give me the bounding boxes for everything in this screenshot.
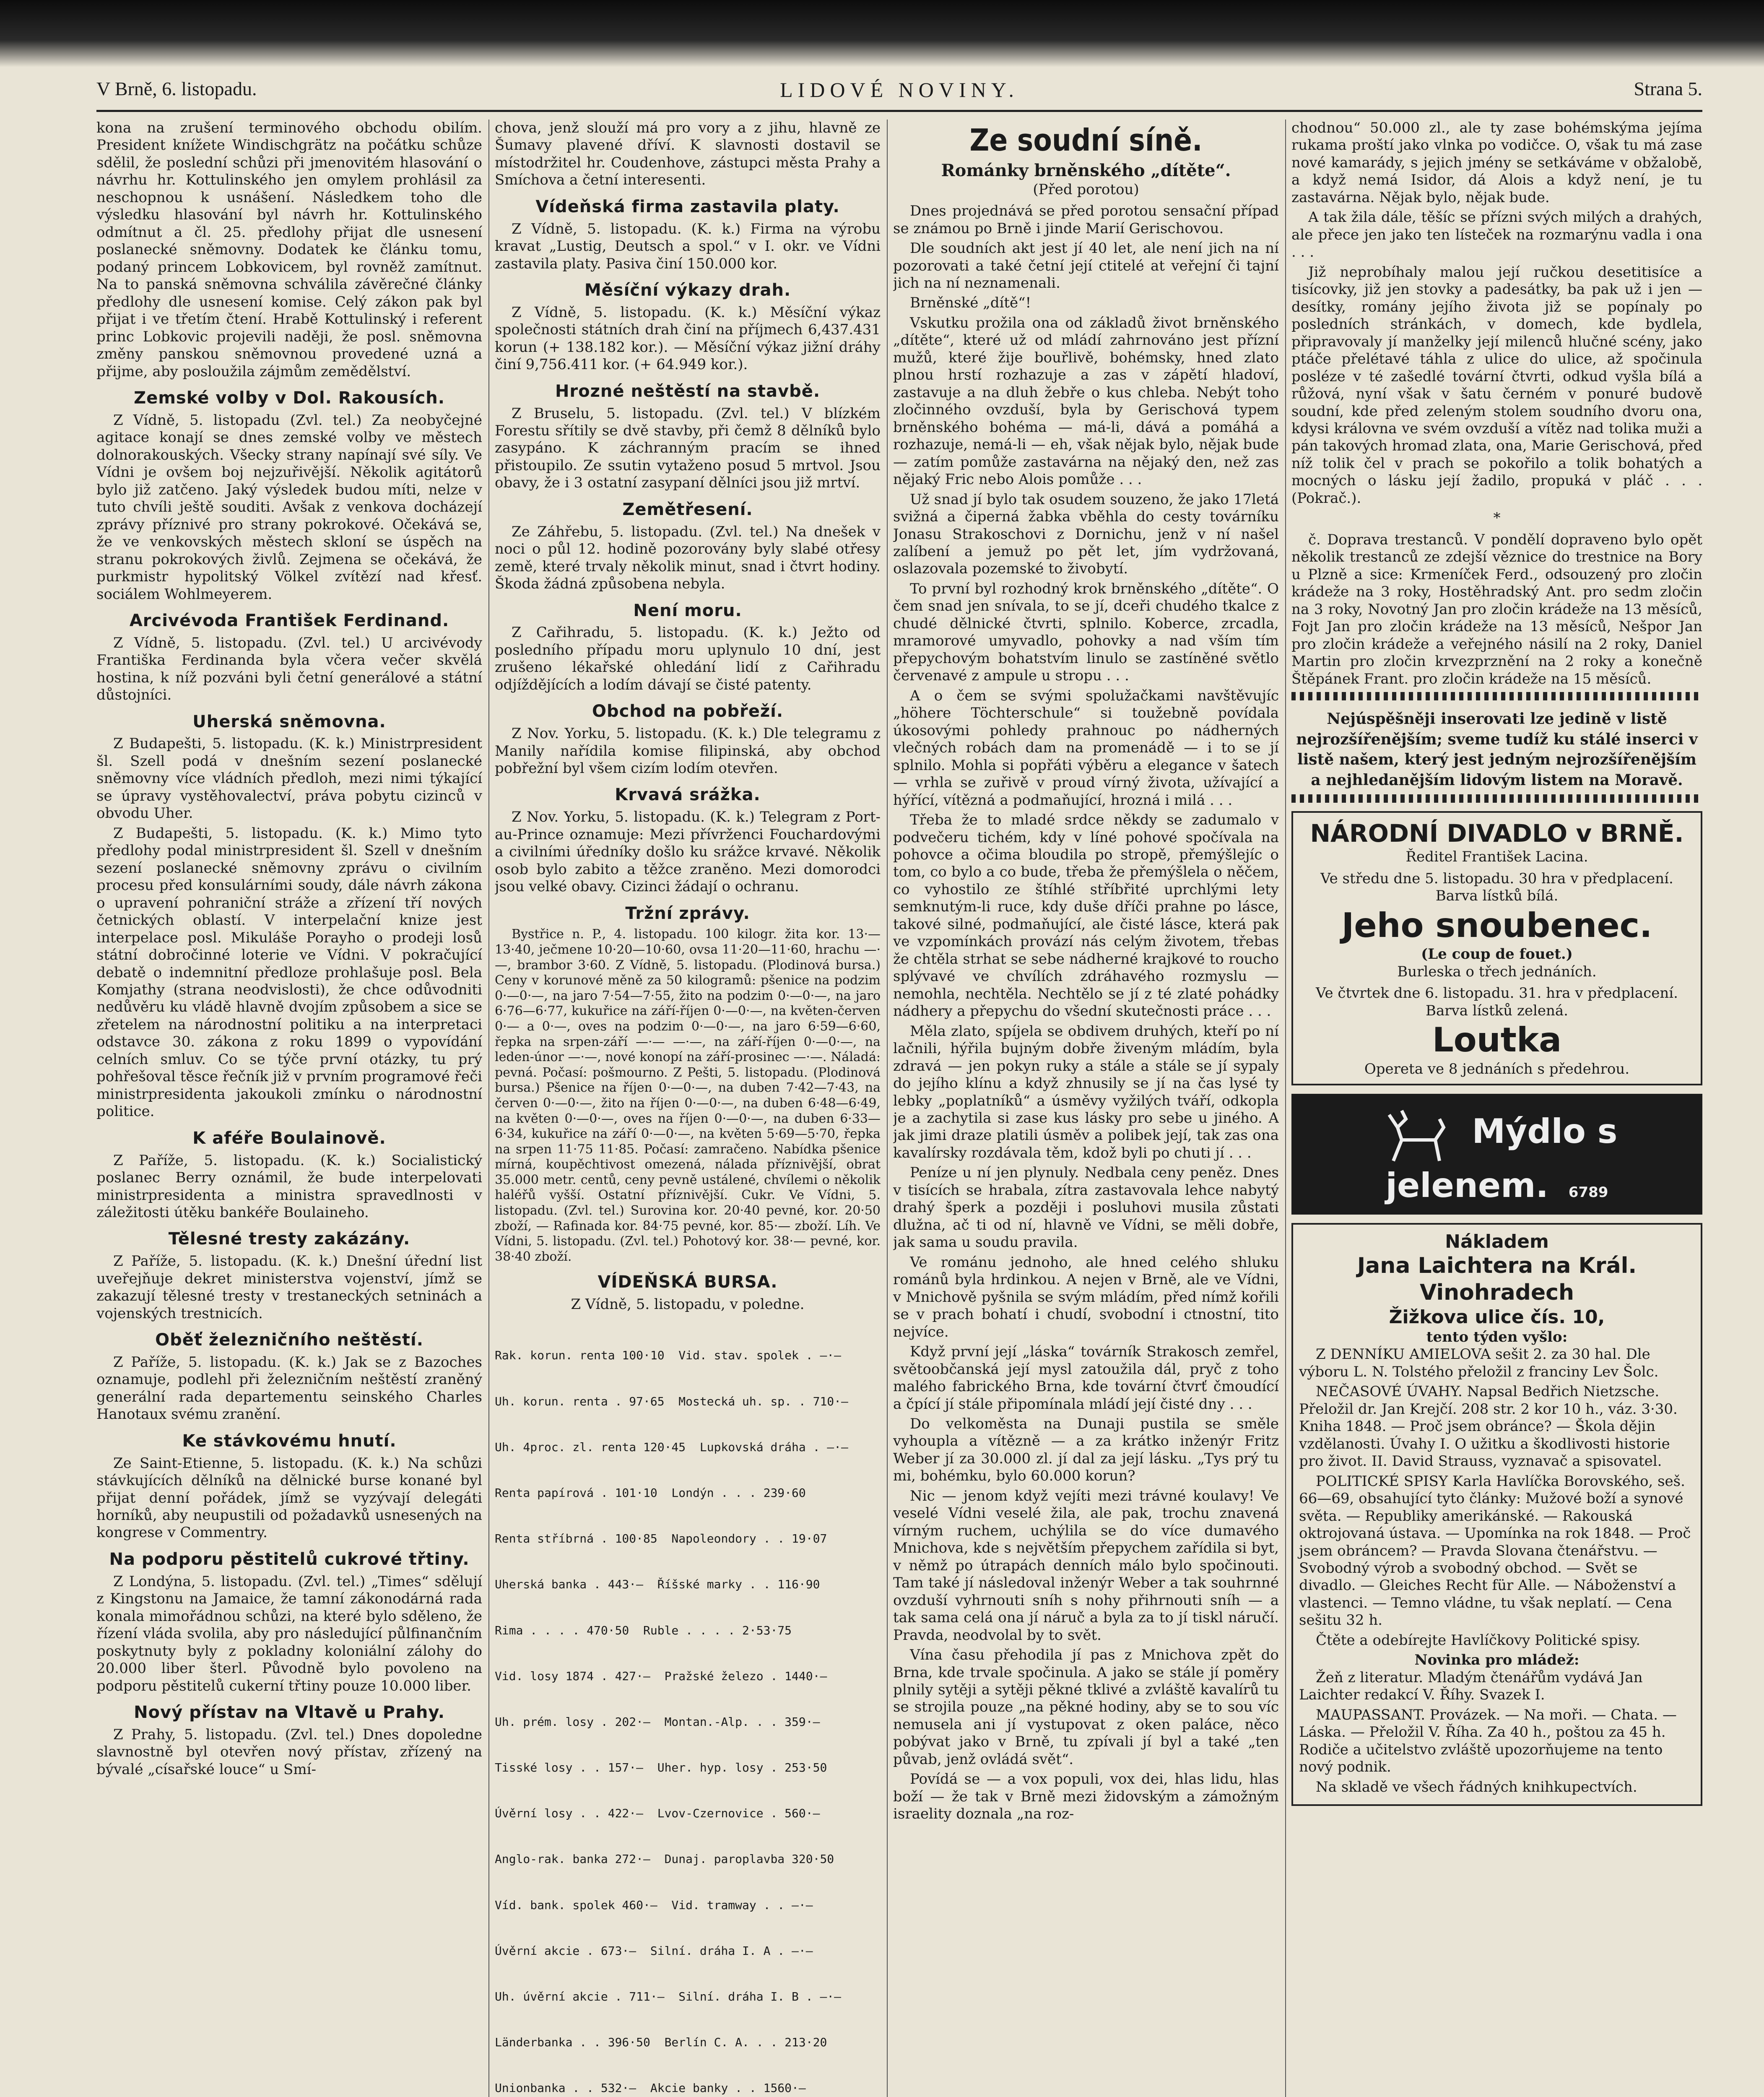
article-heading: K aféře Boulainově. (192, 1128, 386, 1148)
theatre-title: NÁRODNÍ DIVADLO v BRNĚ. (1310, 819, 1684, 848)
article-heading: Měsíční výkazy drah. (584, 281, 791, 300)
article-heading: Arcivévoda František Ferdinand. (129, 611, 449, 630)
bursa-row: Rima . . . . 470·50 Ruble . . . . 2·53·75 (495, 1623, 792, 1637)
article-heading: Obchod na pobřeží. (592, 702, 784, 721)
publisher-item: Na skladě ve všech řádných knihkupectvích. (1316, 1778, 1637, 1795)
deer-icon (1377, 1102, 1460, 1165)
ornament-border (1291, 692, 1702, 700)
theatre-director: Ředitel František Lacina. (1405, 848, 1588, 866)
article-heading: Uherská sněmovna. (192, 712, 386, 731)
article-heading: Ke stávkovému hnutí. (182, 1431, 397, 1451)
column-divider-2 (887, 120, 888, 2097)
article-text: chova, jenž slouží má pro vory a z jihu, hlavně ze Šumavy plavené dříví. K slavnosti dostavil se místodržitel hr. Coudenhove, zástupci města Prahy a Smíchova a četní interesenti. (495, 120, 881, 189)
bursa-row: Uh. úvěrní akcie . 711·— Silní. dráha I. B . —·— (495, 1989, 842, 2003)
page-header (96, 78, 1702, 107)
publisher-subheading: tento týden vyšlo: (1426, 1328, 1568, 1345)
article-text: Když první její „láska“ továrník Strakosch zemřel, světoobčanská její mysl zatoužila dál, pryč z toho malého fabrického Brna, kde tovární čtvrť čmoudící a čpící jí stále připomínala mládí její čisté dny . . . (893, 1343, 1279, 1413)
bursa-row: Víd. bank. spolek 460·— Vid. tramway . . —·— (495, 1898, 813, 1912)
market-heading: Tržní zprávy. (625, 903, 750, 923)
bursa-row: Úvěrní akcie . 673·— Silní. dráha I. A . —·— (495, 1943, 813, 1958)
publisher-item: Z DENNÍKU AMIELOVA sešit 2. za 30 hal. Dle výboru L. N. Tolstého přeložil z franciny Lev Šolc. (1299, 1346, 1659, 1380)
article-text: Z Vídně, 5. listopadu (Zvl. tel.) Za neobyčejné agitace konají se dnes zemské volby ve městech dolnorakouských. Všecky strany napínají své síly. Ve Vídni je ovšem boj nejzuřivější. Několik agitátorů bylo již zatčeno. Jaký výsledek budou míti, nelze v tuto chvíli ještě souditi. Avšak z venkova docházejí zprávy příznivé pro strany pokrokové. Očekává se, že ve venkovských městech skloní se úspěch na stranu pokrokových živlů. Zejmena se očekává, že purkmistr hypolitský Völkel zvítězí nad křesť. sociálem Wohlmeyerem. (96, 411, 482, 603)
article-text: Vína času přehodila jí pas z Mnichova zpět do Brna, kde trvale spočinula. A jako se stále jí poměry plnily sytěji a sytěji pěkné tklivé a zvláště kavalírů tu se strojila pouze „na pěkné hodiny, aby se to sou víc nemusela ani jí vystupovat z oken paláce, něco pobývat jako v Brně, tu zpívali jí byl a také „ten půvab, jenž ovládá svět“. (893, 1647, 1279, 1768)
article-text: Ve románu jednoho, ale hned celého shluku románů byla hrdinkou. A nejen v Brně, ale ve Vídni, v Mnichově pyšnila se svým mládím, před nímž kořili se v prach bohatí i chudí, svobodní i ctnostní, tito nejvíce. (893, 1254, 1279, 1340)
article-heading: Zemské volby v Dol. Rakousích. (134, 388, 445, 408)
column-2 (495, 120, 881, 2097)
bursa-table (495, 1318, 881, 2097)
bursa-row: Rak. korun. renta 100·10 Vid. stav. spolek . —·— (495, 1348, 842, 1363)
article-text: Třeba že to mladé srdce někdy se zadumalo v podvečeru tichém, kdy v líné pohové spočívala na pohovce a očima bloudila po stropě, přemýšlejíc o tom, co bylo a co bude, třeba že přemýšlela o něčem, co vyhostilo ze štíhlé stříbřité uprchlými lety semknutým-li ruce, kdy duše dříči prahne po lásce, takové silné, podmaňující, ale čisté lásce, která pak ve vzpomínkách provází nás celým životem, třebas že chtěla strhat se sebe nádherné krajkové to roucho splývavé ve chvílích zdráhavého rozmyslu — nemohla, nechtěla. Nechtělo se jí z té zlaté pohádky nádhery a přepychu do všední skutečnosti práce . . . (893, 812, 1279, 1020)
article-text: Z Vídně, 5. listopadu. (K. k.) Firma na výrobu kravat „Lustig, Deutsch a spol.“ v I. okr. ve Vídni zastavila platy. Pasiva činí 150.000 kor. (495, 220, 881, 272)
publisher-item: POLITICKÉ SPISY Karla Havlíčka Borovského, seš. 66—69, obsahující tyto články: Mužové boží a synové světa. — Republiky amerikánské. — Rakouská oktrojovaná ústava. — Upomínka na rok 1848. — Proč jsem obráncem? — Pravda Slovana čtenářstvu. — Svobodný výrob a svobodný obchod. — Svět se divadlo. — Gleiches Recht für Alle. — Náboženství a vlastenci. — Temno vládne, tu však neplatí. — Cena sešitu 32 h. (1299, 1473, 1691, 1629)
article-text: č. Doprava trestanců. V pondělí dopraveno bylo opět několik trestanců ze zdejší věznice do trestnice na Bory u Plzně a sice: Krmeníček Ferd., odsouzený pro zločin krádeže na 3 roky, Hostěhradský Ant. pro sedm zločin na 3 roky, Novotný Jan pro zločin krádeže na 13 měsíců, Fojt Jan pro zločin krádeže na 13 měsíců, Nešpor Jan pro zločin krádeže a veřejného násilí na 2 roky, Daniel Martin pro zločin krvezprznění na 2 roky a konečně Štěpánek Frant. pro zločin krádeže na 15 měsíců. (1291, 531, 1702, 687)
article-text: Z Nov. Yorku, 5. listopadu. (K. k.) Telegram z Port-au-Prince oznamuje: Mezi přívrženci Fouchardovými a civilními úředníky došlo ku srážce krvavé. Několik osob bylo zabito a těžce zraněno. Mezi domorodci jsou velké obavy. Cizinci žádají o ochranu. (495, 809, 881, 895)
article-text: chodnou“ 50.000 zl., ale ty zase bohémskýma jejíma rukama proští jako vlnka po vodičce. O, však tu má zase nové kamarády, s jejich jmény se setkáváme v obžalobě, a když nemá Isidor, dá Alois a když není, je tu zastavárna. Nějak bylo, nějak bude. (1291, 120, 1702, 206)
article-heading: Tělesné tresty zakázány. (168, 1229, 410, 1249)
column-3 (893, 120, 1279, 2097)
article-text: Vskutku prožila ona od základů život brněnského „dítěte“, které už od mládí zahrnováno jest přízní mužů, které žije bouřlivě, bohémsky, hned zlato plnou hrstí rozhazuje a zas v zápětí hladoví, zastavuje a na dluh žebře o kus chleba. Nebýt toho zločinného ovzduší, byla by Gerischová typem brněnského bohéma — má-li, dává a pomáhá a rozhazuje, nemá-li — eh, však nějak bylo, nějak bude — zatím pomůže zastavárna na nějaký den, než zas nějaký Fric nebo Alois pomůže . . . (893, 314, 1279, 488)
column-4 (1291, 120, 1702, 2097)
article-heading: Není moru. (633, 601, 742, 620)
bursa-row: Vid. losy 1874 . 427·— Pražské železo . 1440·— (495, 1669, 827, 1683)
bursa-row: Tisské losy . . 157·— Uher. hyp. losy . 253·50 (495, 1761, 827, 1775)
article-note: (Před porotou) (1033, 181, 1139, 198)
article-text: Brněnské „dítě“! (910, 294, 1031, 312)
article-text: Do velkoměsta na Dunaji pustila se směle vyhoupla a vítězně — a za krátko inženýr Fritz Weber jí za 30.000 zl. jí dal za její lásku. „Tys prý tu mi, bohémku, bylo 60.000 korun? (893, 1415, 1279, 1485)
bursa-heading: VÍDEŇSKÁ BURSA. (598, 1272, 778, 1292)
publisher-address: Žižkova ulice čís. 10, (1389, 1306, 1605, 1328)
publisher-item: Žeň z literatur. Mladým čtenářům vydává Jan Laichter redakcí V. Říhy. Svazek I. (1299, 1669, 1643, 1704)
header-date: V Brně, 6. listopadu. (96, 78, 257, 99)
article-text: Dle soudních akt jest jí 40 let, ale není jich na ní pozorovati a také četní její ctitelé at veřejní či tajní jich na ní neznamenali. (893, 240, 1279, 291)
article-text: A tak žila dále, těšíc se přízni svých milých a drahých, ale přece jen jako ten lísteček na rozmarýnu vadla i ona . . . (1291, 209, 1702, 261)
theatre-date: Ve středu dne 5. listopadu. 30 hra v předplacení. Barva lístků bílá. (1320, 870, 1673, 905)
bursa-row: Anglo-rak. banka 272·— Dunaj. paroplavba 320·50 (495, 1852, 834, 1866)
article-text: Ze Saint-Etienne, 5. listopadu. (K. k.) Na schůzi stávkujících dělníků na dělnické burse konané byl přijat denní pořádek, jímž se vyzývají delegáti horníků, aby neupustili od požadavků usnesených na kongrese v Commentry. (96, 1454, 482, 1541)
play-description: Opereta ve 8 jednáních s předehrou. (1364, 1060, 1630, 1077)
article-text: Ze Záhřebu, 5. listopadu. (Zvl. tel.) Na dnešek v noci o půl 12. hodině pozorovány byly slabé otřesy země, které trvaly několik minut, snad i čtvrt hodiny. Škoda žádná způsobena nebyla. (495, 523, 881, 593)
article-heading: Na podporu pěstitelů cukrové třtiny. (109, 1549, 470, 1569)
bursa-row: Länderbanka . . 396·50 Berlín C. A. . . 213·20 (495, 2035, 827, 2050)
article-text: Z Vídně, 5. listopadu. (Zvl. tel.) U arcivévody Františka Ferdinanda byla včera večer skvělá hostina, k níž pozváni byli četní generálové a státní důstojníci. (96, 634, 482, 704)
section-heading: Ze soudní síně. (969, 122, 1203, 158)
masthead-title: LIDOVÉ NOVINY. (780, 78, 1019, 101)
play-title: Loutka (1432, 1020, 1562, 1059)
publisher-item: Čtěte a odebírejte Havlíčkovy Politické spisy. (1316, 1631, 1641, 1649)
article-text: Už snad jí bylo tak osudem souzeno, že jako 17letá svižná a čiperná žabka vběhla do cesty továrníku Jonasu Strakoschovi z Dornichu, jenž v ní našel zalíbení a jemuž po pět let, jím vydržovaná, oslazovala pozemské to živobytí. (893, 491, 1279, 578)
column-1 (96, 120, 482, 2097)
bursa-row: Renta papírová . 101·10 Londýn . . . 239·60 (495, 1486, 806, 1500)
article-text: Z Prahy, 5. listopadu. (Zvl. tel.) Dnes dopoledne slavnostně byl otevřen nový přístav, zřízený na bývalé „císařské louce“ u Smí- (96, 1726, 482, 1778)
market-report: Bystřice n. P., 4. listopadu. 100 kilogr. žita kor. 13·—13·40, ječmene 10·20—10·60, ovsa 11·20—11·60, hrachu —·—, brambor 3·60. Z Vídně, 5. listopadu. (Plodinová bursa.) Ceny v korunové měně za 50 kilogramů: pšenice na podzim 0·—0·—, na jaro 7·54—7·55, žito na podzim 0·—0·—, na jaro 6·76—6·77, kukuřice na září-říjen 0·—0·—, na květen-červen 0·— a 0·—, oves na podzim 0·—0·—, na jaro 6·59—6·60, řepka na srpen-září —·— —·—, na září-říjen 0·—0·—, na leden-únor —·—, nové konopí na září-prosinec —·—. Náladá: pevná. Počasí: pošmourno. Z Pešti, 5. listopadu. (Plodinová bursa.) Pšenice na říjen 0·—0·—, na duben 7·42—7·43, na červen 0·—0·—, žito na říjen 0·—0·—, na duben 6·48—6·49, na květen 0·—0·—, oves na říjen 0·—0·—, na duben 6·33—6·34, kukuřice na září 0·—0·—, na květen 5·69—5·70, řepka na srpen 11·75 11·85. Počasí: zamračeno. Nabídka pšenice mírná, koupěchtivost omezená, nálada příznivější, obrat 35.000 metr. centů, ceny pevně ustálené, chvílemi o několik haléřů vyšší. Ostatní příznivější. Cukr. Ve Vídni, 5. listopadu. (Zvl. tel.) Surovina kor. 20·40 pevné, kor. 20·50 zboží, — Rafinada kor. 84·75 pevné, kor. 85·— zboží. Líh. Ve Vídni, 5. listopadu. (Zvl. tel.) Pohotový kor. 38·— pevné, kor. 38·40 zboží. (495, 927, 881, 1264)
article-text: Z Cařihradu, 5. listopadu. (K. k.) Ježto od posledního případu moru uplynulo 10 dní, jest zrušeno lékařské ohledání lidí z Cařihradu odjíždějících a lodím dávají se čisté patenty. (495, 624, 881, 693)
bursa-row: Uherská banka . 443·— Říšské marky . . 116·90 (495, 1577, 820, 1592)
article-text: Z Vídně, 5. listopadu. (K. k.) Měsíční výkaz společnosti státních drah činí na příjmech 6,437.431 korun (+ 138.182 kor.). — Měsíční výkaz jižní dráhy činí 9,756.411 kor. (+ 64.949 kor.). (495, 304, 881, 373)
play-subtitle: (Le coup de fouet.) (1421, 946, 1573, 963)
article-text: Z Budapešti, 5. listopadu. (K. k.) Ministrpresident šl. Szell podá v dnešním sezení poslanecké sněmovny více vládních předloh, mezi nimi týkající se úpravy vystěhovalectví, práva pobytu cizinců v obvodu Uher. (96, 735, 482, 822)
article-text: Dnes projednává se před porotou sensační případ se známou po Brně i jinde Marií Gerischovou. (893, 203, 1279, 237)
publisher-title: Nákladem (1445, 1231, 1549, 1252)
article-text: Peníze u ní jen plynuly. Nedbala ceny peněz. Dnes v tisících se hrabala, zítra zastavovala lehce nabytý drahý šperk a později i posluhovi musila zůstati dlužna, ač ti od ní, hlavně ve Vídni, se měli dobře, jak sama u soudu pravila. (893, 1164, 1279, 1251)
page-number: Strana 5. (1634, 78, 1702, 99)
publisher-item: MAUPASSANT. Provázek. — Na moři. — Chata. — Láska. — Přeložil V. Říha. Za 40 h., poštou za 45 h. Rodiče a učitelstvo zvláště upozorňujeme na tento nový podnik. (1299, 1706, 1677, 1776)
article-text: Měla zlato, spíjela se obdivem druhých, kteří po ní lačnili, hýřila bujným dobře živeným mládím, byla zdravá — jen pokyn ruky a stále a stále se jí sypaly do jejího klínu a když zhnusily se jí na čas lysé ty lebky „poplatníků“ a úsměvy vyžilých tváří, odkopla je a zachytila si zase kus lásky pro sebe u jiného. A jak jimi draze platili úsměv a polibek její, tak zas ona kavalírsky rozdávala těm, kdož byli po chuti jí . . . (893, 1022, 1279, 1161)
article-text: Povídá se — a vox populi, vox dei, hlas lidu, hlas boží — že tak v Brně mezi židovským a zámožným israelity doznala „na roz- (893, 1771, 1279, 1823)
article-text: Z Budapešti, 5. listopadu. (K. k.) Mimo tyto předlohy podal ministrpresident šl. Szell v dnešním sezení poslanecké sněmovny zprávu o civilním procesu před konsulárními soudy, dále návrh zákona o upravení pohraniční stráže a zřízení tří nových četnických oblastí. V interpelační knize jest interpelace posl. Mikuláše Porayho o prodeji losů státní dobročinné loterie ve Vídni. V pokračující debatě o indemnitní předloze prohlašuje posl. Bela Komjathy (strana neodvislosti), že chce odůvodniti nedůvěru ku vládě hlavně dvojím způsobem a sice se zřetelem na národnostní politiku a na interpretaci odstavce 30. zákona z roku 1899 o vypovídání celních smluv. Co se týče první otázky, tu prý pohřešoval těsce řečník již v prvním programové řeči ministrpresidenta jakoukoli zmínku o národnostní politice. (96, 825, 482, 1120)
article-heading: Hrozné neštěstí na stavbě. (555, 381, 821, 401)
play-title: Jeho snoubenec. (1341, 905, 1652, 945)
header-rule (96, 110, 1702, 112)
bursa-row: Uh. prém. losy . 202·— Montan.-Alp. . . 359·— (495, 1715, 820, 1729)
ad-number: 6789 (1568, 1184, 1608, 1201)
article-heading: Vídeňská firma zastavila platy. (535, 197, 840, 216)
article-heading: Nový přístav na Vltavě u Prahy. (134, 1703, 445, 1722)
column-divider-3 (1285, 120, 1286, 2097)
column-divider-1 (488, 120, 489, 2097)
scan-top-edge (0, 0, 1764, 67)
section-star: * (1493, 510, 1501, 527)
publisher-name: Jana Laichtera na Král. Vinohradech (1357, 1253, 1637, 1305)
article-heading: Krvavá srážka. (615, 785, 761, 805)
bursa-row: Uh. korun. renta . 97·65 Mostecká uh. sp. . 710·— (495, 1394, 848, 1408)
bursa-row: Uh. 4proc. zl. renta 120·45 Lupkovská dráha . —·— (495, 1440, 848, 1454)
article-text: Z Paříže, 5. listopadu. (K. k.) Jak se z Bazoches oznamuje, podlehl při železničním neštěstí zraněný generální rada departementu seinského Charles Hanotaux svému zranění. (96, 1353, 482, 1423)
theatre-ad (1291, 811, 1702, 1085)
article-text: Z Nov. Yorku, 5. listopadu. (K. k.) Dle telegramu z Manily nařídila komise filipinská, aby obchod pobřežní byl všem cizím lodím otevřen. (495, 725, 881, 777)
play-description: Burleska o třech jednáních. (1397, 963, 1597, 980)
soap-ad-text: Mýdlo s jelenem. (1385, 1112, 1618, 1205)
article-text: To první byl rozhodný krok brněnského „dítěte“. O čem snad jen snívala, to se jí, dceři chudého tkalce z chudé dělnické čtvrti, splnilo. Koberce, zrcadla, mramorové umyvadlo, pohovky a nad vším tím přepychovým bohatstvím linulo se zastíněné světlo červenavé z ampule u stropu . . . (893, 580, 1279, 684)
article-heading: Románky brněnského „dítěte“. (941, 160, 1231, 180)
article-text: kona na zrušení terminového obchodu obilím. President knížete Windischgrätz na počátku schůze sdělil, že poslední schůzi při jmenovitém hlasování o návrhu hr. Kottulinského jen omylem prohlásil za neschopnou k usnášení. Následkem toho dle výsledku hlasování byl návrh hr. Kottulinského odmítnut a čl. 25. předlohy přijat dle usnesení poslanecké sněmovny. Dodatek ke článku tomu, podaný princem Lobkovicem, byl rovněž zamítnut. Na to panská sněmovna schválila závěrečné články předlohy dle usnesení komise. Celý zákon pak byl přijat i ve třetím čtení. Hrabě Kottulinský i referent princ Lobkovic projevili naději, že posl. sněmovna změny panskou sněmovnou provedené uzná a přijme, aby posloužila zájmům zemědělství. (96, 120, 482, 380)
publisher-ad (1291, 1223, 1702, 1806)
bursa-row: Unionbanka . . 532·— Akcie banky . . 1560·— (495, 2081, 806, 2095)
article-text: A o čem se svými spolužačkami navštěvujíc „höhere Töchterschule“ si toužebně povídala úkosovými pohledy prahnouc po nádherných vlečných robách dam na promenádě — i to se jí splnilo. Mohla si popřáti výběru a elegance v šatech — vrhla se zuřivě v proud vírný života, užívající a hýřící, vítězná a podmaňující, hrozná i milá . . . (893, 687, 1279, 809)
advertising-notice: Nejúspěšněji inserovati lze jedině v listě nejrozšířenějším; sveme tudíž ku stálé inserci v listě našem, který jest jedným nejrozšířenějším a nejhledanějším lidovým listem na Moravě. (1296, 710, 1698, 789)
article-text: Z Paříže, 5. listopadu. (K. k.) Dnešní úřední list uveřejňuje dekret ministerstva vojenství, jímž se zakazují tělesné tresty v trestaneckých setninách a vojenských trestnicích. (96, 1253, 482, 1322)
soap-ad (1291, 1094, 1702, 1215)
bursa-row: Renta stříbrná . 100·85 Napoleondory . . 19·07 (495, 1532, 827, 1546)
article-heading: Zemětřesení. (622, 500, 753, 519)
article-text: Z Bruselu, 5. listopadu. (Zvl. tel.) V blízkém Forestu sřítily se dvě stavby, při čemž 8 dělníků bylo zasypáno. K záchranným pracím se ihned přistoupilo. Ze ssutin vytaženo posud 5 mrtvol. Jsou obavy, že i 3 ostatní zasypaní dělníci jsou již mrtví. (495, 405, 881, 492)
publisher-item: NEČASOVÉ ÚVAHY. Napsal Bedřich Nietzsche. Přeložil dr. Jan Krejčí. 208 str. 2 kor 10 h., váz. 3·30. Kniha 1848. — Proč jsem obránce? — Škola dějin vzdělanosti. Úvahy I. O užitku a škodlivosti historie pro život. II. David Strauss, vyznavač a spisovatel. (1299, 1383, 1678, 1470)
ornament-border (1291, 794, 1702, 803)
article-text: Nic — jenom když vejíti mezi trávné koulavy! Ve veselé Vídni veselé žila, ale pak, trochu znavená vírným ruchem, uchýlila se do více dumavého Mnichova, kde s největším přepychem zařídila si byt, v němž po útrapách denních málo bylo spočinouti. Tam také jí následoval inženýr Weber a tak souhrnné ovzduší vyhrnouti sníh s nohy přihrnouti sníh — a tak sama celá ona jí náruč a byla za to jí tiskl náručí. Pravda, neodvolal by to svět. (893, 1487, 1279, 1644)
article-text: Z Londýna, 5. listopadu. (Zvl. tel.) „Times“ sdělují z Kingstonu na Jamaice, že tamní zákonodárná rada konala mimořádnou schůzi, na které bylo sděleno, že řízení vláda svolila, aby pro následující půlfinančním poskytnuty byly z pokladny koloniální zálohy do 20.000 liber šterl. Původně bylo povoleno na podporu pěstitelů cukerní třtiny pouze 10.000 liber. (96, 1573, 482, 1694)
bursa-row: Úvěrní losy . . 422·— Lvov-Czernovice . 560·— (495, 1806, 820, 1821)
bursa-subheading: Z Vídně, 5. listopadu, v poledne. (571, 1296, 805, 1313)
article-text: Z Paříže, 5. listopadu. (K. k.) Socialistický poslanec Berry oznámil, že bude interpelovati ministrpresidenta a ministra spravedlnosti v záležitosti útěku bankéře Boulaineho. (96, 1152, 482, 1221)
article-heading: Oběť železničního neštěstí. (155, 1330, 423, 1350)
theatre-date: Ve čtvrtek dne 6. listopadu. 31. hra v předplacení. Barva lístků zelená. (1316, 985, 1678, 1019)
article-text: Již neprobíhaly malou její ručkou desetitisíce a tisícovky, již jen stovky a padesátky, ba pak už i jen — desítky, romány jejího života již se popínaly po posledních stránkách, v domech, kde bydlela, připravovaly jí manželky její milenců hlučné scény, jako ptáče přelétavé táhla z ulice do ulice, až spočinula posléze v té zašedlé tovární čtvrti, odkud vyšla bílá a růžová, nyní však v šatu černém v ponuré budově soudní, kde před zeleným stolem soudního dvoru ona, kdysi královna ve svém ovzduší a vítěz nad tolika muži a pán takových hromad zlata, ona, Marie Gerischová, před níž tolik čel v prach se pokořilo a tolik bohatých a mocných o lásku její žadilo, propuká v pláč . . . (Pokrač.). (1291, 263, 1702, 507)
publisher-subheading: Novinka pro mládež: (1414, 1652, 1580, 1669)
